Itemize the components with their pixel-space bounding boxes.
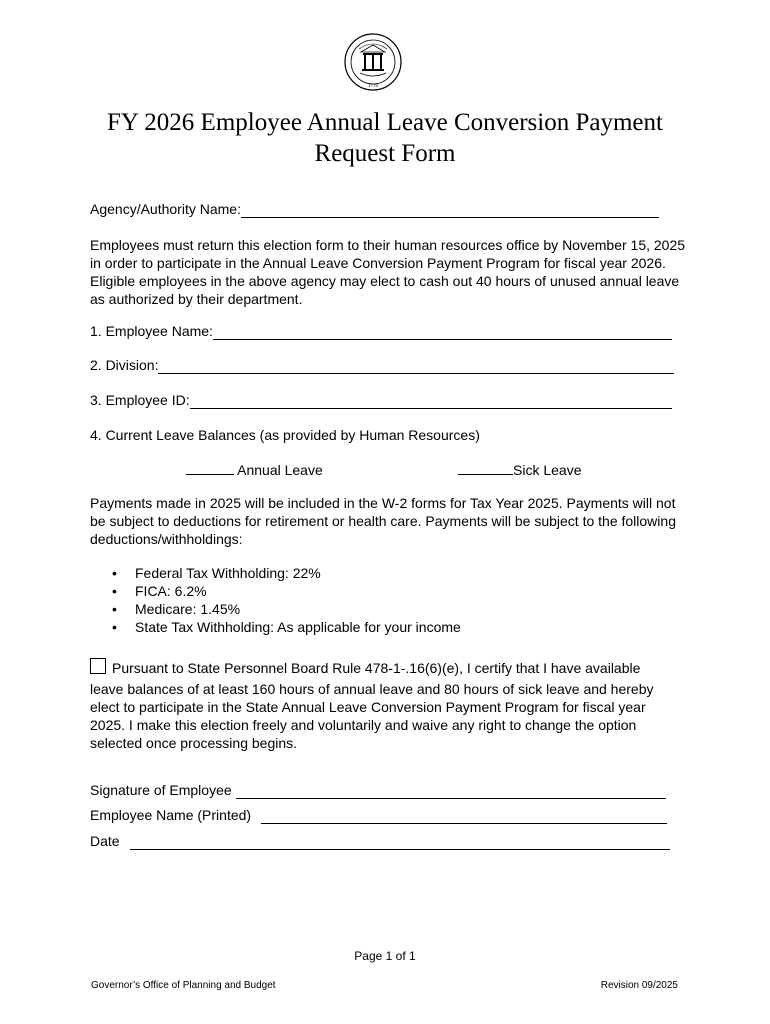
printed-name-label: Employee Name (Printed) [90, 807, 252, 823]
employee-id-row [90, 391, 672, 409]
list-item: • Federal Tax Withholding: 22% [112, 564, 461, 582]
agency-row [90, 200, 659, 218]
printed-name-row [90, 806, 667, 824]
annual-leave-field[interactable] [186, 460, 234, 475]
certification-paragraph [90, 658, 680, 752]
form-title [80, 107, 690, 169]
date-label: Date [90, 833, 120, 849]
sick-leave-field[interactable] [458, 460, 513, 475]
intro-paragraph: Employees must return this election form to their human resources office by November 15, 2025 in order to participate in the Annual Leave Conversion Payment Program for fiscal year 2026. Eligible employees in the above agency may elect to cash out 40 hours of unused annual leave as authorized by their department. [90, 237, 686, 307]
title-line-1: FY 2026 Employee Annual Leave Conversion Payment [107, 109, 663, 136]
signature-field[interactable] [236, 784, 666, 799]
employee-id-field[interactable] [190, 394, 672, 409]
list-item: • FICA: 6.2% [112, 582, 461, 600]
agency-name-field[interactable] [241, 203, 659, 218]
state-seal-logo [343, 27, 403, 99]
annual-leave-label: Annual Leave [237, 462, 323, 478]
division-row [90, 356, 674, 374]
employee-name-label: 1. Employee Name: [90, 323, 213, 339]
seal-year: 1776 [368, 84, 378, 89]
balances-label: 4. Current Leave Balances (as provided by Human Resources) [90, 427, 480, 443]
footer-agency: Governor’s Office of Planning and Budget [91, 980, 276, 991]
balances-heading [90, 426, 480, 444]
annual-leave-row [186, 460, 323, 479]
signature-row [90, 781, 666, 799]
deductions-list [112, 564, 461, 636]
division-field[interactable] [158, 359, 674, 374]
certify-first-line [90, 658, 680, 677]
date-field[interactable] [130, 835, 670, 850]
sick-leave-label: Sick Leave [513, 462, 582, 478]
date-row [90, 832, 670, 850]
certify-first-text: Pursuant to State Personnel Board Rule 478-1-.16(6)(e), I certify that I have available [112, 660, 641, 676]
employee-name-field[interactable] [213, 325, 672, 340]
division-label: 2. Division: [90, 357, 159, 373]
certify-checkbox[interactable] [90, 658, 106, 674]
certify-rest: leave balances of at least 160 hours of annual leave and 80 hours of sick leave and hereby elect to participate in the State Annual Leave Conversion Payment Program for fiscal year 2025. I make this election freely and voluntarily and waive any right to change the option selected once processing begins. [90, 681, 654, 751]
title-line-2: Request Form [314, 140, 456, 167]
sick-leave-row [458, 460, 581, 479]
list-item: • Medicare: 1.45% [112, 600, 461, 618]
signature-label: Signature of Employee [90, 782, 232, 798]
list-item: • State Tax Withholding: As applicable for your income [112, 618, 461, 636]
employee-name-row [90, 322, 672, 340]
printed-name-field[interactable] [261, 809, 667, 824]
payments-paragraph: Payments made in 2025 will be included in the W-2 forms for Tax Year 2025. Payments will not be subject to deductions for retirement or health care. Payments will be subject to the following deductions/withholdings: [90, 495, 676, 547]
agency-label: Agency/Authority Name: [90, 201, 241, 217]
page-number: Page 1 of 1 [354, 949, 416, 963]
footer-revision: Revision 09/2025 [600, 980, 678, 991]
employee-id-label: 3. Employee ID: [90, 392, 190, 408]
